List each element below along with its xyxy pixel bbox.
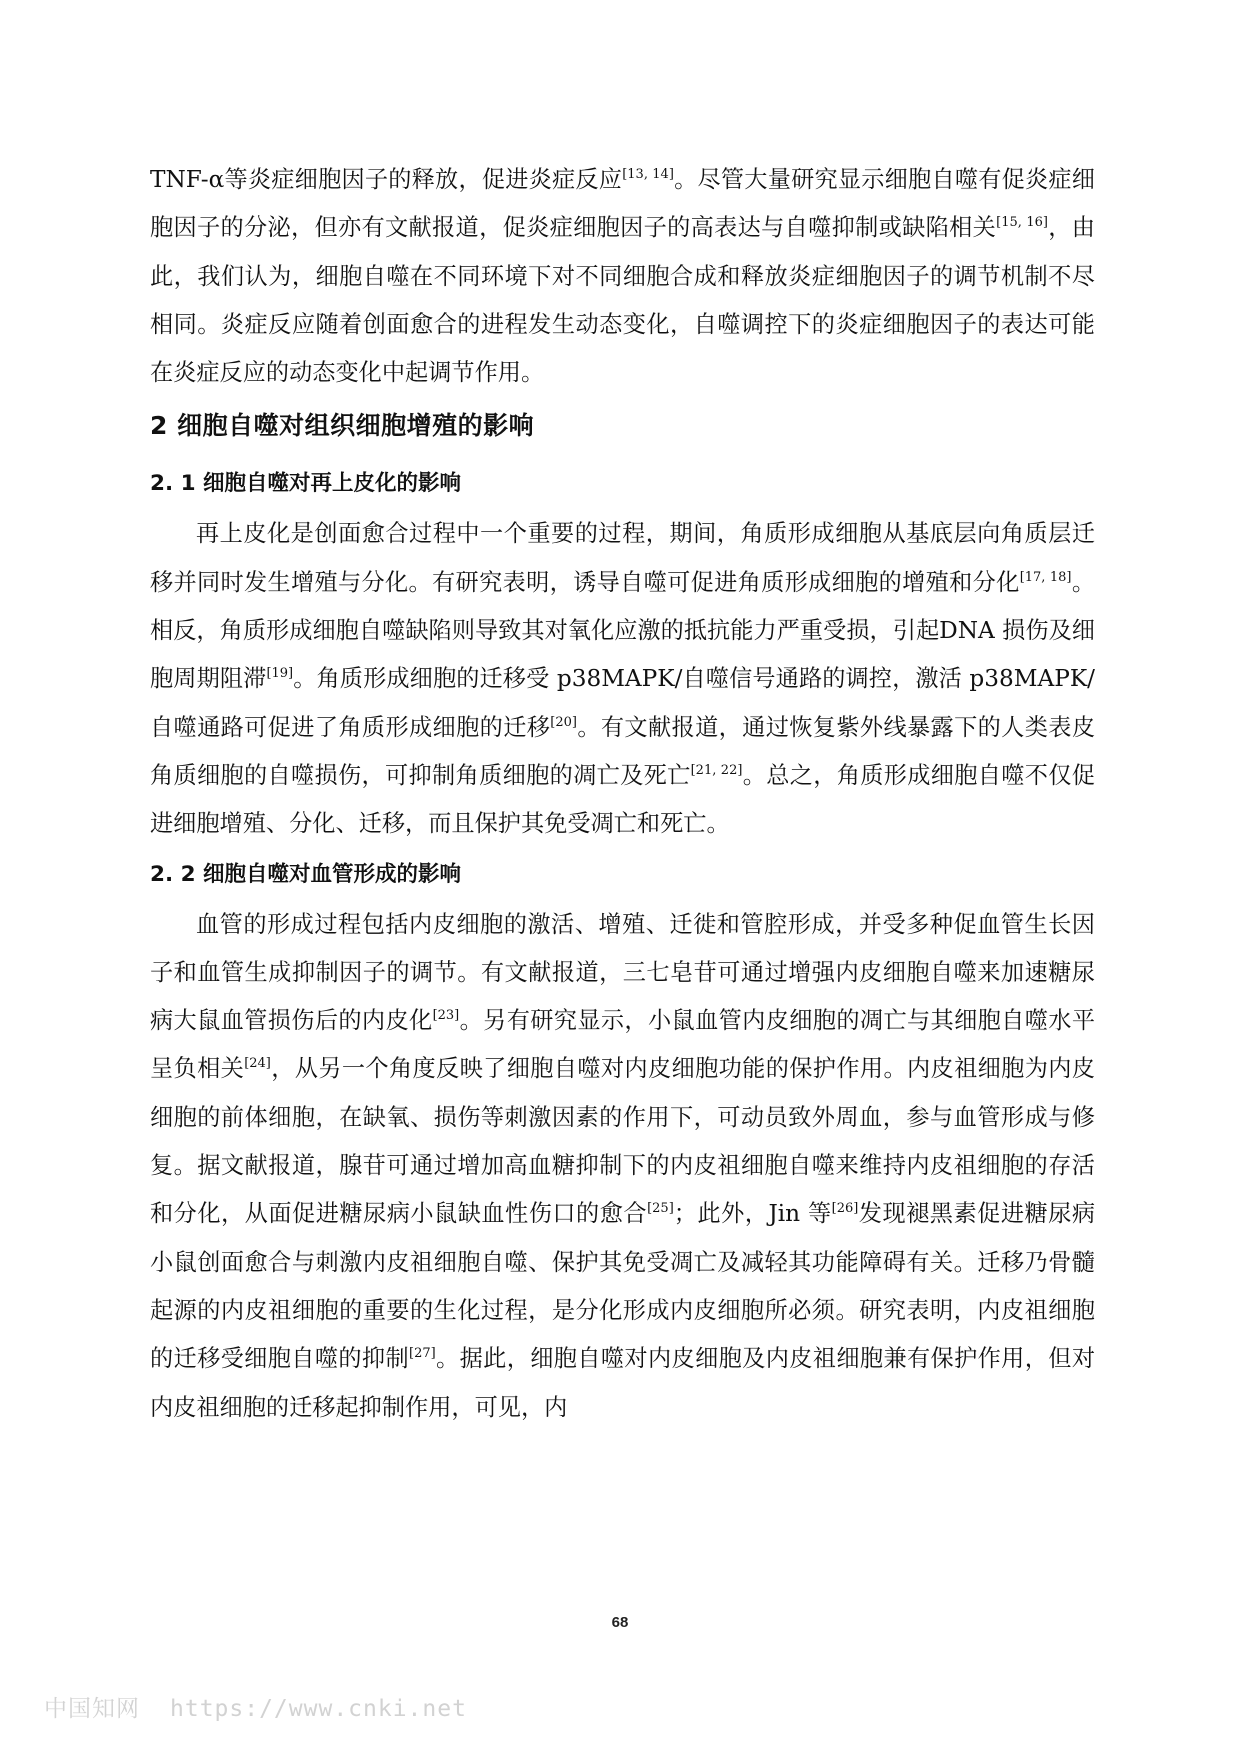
watermark-site-name: 中国知网 bbox=[44, 1696, 140, 1722]
citation: [21, 22] bbox=[690, 762, 743, 778]
paragraph-text: 。据此，细胞自噬对内皮细胞及内皮祖细胞兼有保护作用，但对内皮祖细胞的迁移起抑制作用，可见，内 bbox=[150, 1345, 1096, 1421]
paragraph-angiogenesis bbox=[150, 901, 1095, 1432]
citation: [19] bbox=[266, 666, 294, 682]
watermark-url: https://www.cnki.net bbox=[170, 1696, 467, 1722]
paragraph-text: TNF-α等炎症细胞因子的释放，促进炎症反应 bbox=[150, 166, 623, 193]
paragraph-text: 。另有研究显示，小鼠血管内皮细胞的凋亡与其细胞自噬水平呈负相关 bbox=[150, 1007, 1096, 1083]
cnki-watermark bbox=[44, 1690, 467, 1723]
paragraph-text: 。总之，角质形成细胞自噬不仅促进细胞增殖、分化、迁移，而且保护其免受凋亡和死亡。 bbox=[150, 761, 1095, 838]
paragraph-text: 。尽管大量研究显示细胞自噬有促炎症细胞因子的分泌，但亦有文献报道，促炎症细胞因子的高表达与自噬抑制或缺陷相关 bbox=[150, 166, 1095, 242]
subsection-heading-angiogenesis: 2. 2 细胞自噬对血管形成的影响 bbox=[150, 861, 462, 887]
citation: [20] bbox=[550, 714, 577, 730]
paragraph-text: 血管的形成过程包括内皮细胞的激活、增殖、迁徙和管腔形成，并受多种促血管生长因子和血管生成抑制因子的调节。有文献报道，三七皂苷可通过增强内皮细胞自噬来加速糖尿病大鼠血管损伤后的内皮化 bbox=[150, 910, 1095, 1035]
paragraph-text: ，由此，我们认为，细胞自噬在不同环境下对不同细胞合成和释放炎症细胞因子的调节机制不尽相同。炎症反应随着创面愈合的进程发生动态变化，自噬调控下的炎症细胞因子的表达可能在炎症反应的动态变化中起调节作用。 bbox=[150, 214, 1095, 387]
citation: [13, 14] bbox=[622, 167, 674, 182]
paragraph-reepithelialization bbox=[150, 510, 1095, 848]
paragraph-text: 。有文献报道，通过恢复紫外线暴露下的人类表皮角质细胞的自噬损伤，可抑制角质细胞的凋亡及死亡 bbox=[150, 713, 1096, 789]
subsection-heading-reepithelialization: 2. 1 细胞自噬对再上皮化的影响 bbox=[150, 471, 462, 497]
paragraph-text: 。相反，角质形成细胞自噬缺陷则导致其对氧化应激的抵抗能力严重受损，引起DNA 损伤及细胞周期阻滞 bbox=[150, 568, 1096, 693]
citation: [24] bbox=[244, 1056, 271, 1072]
citation: [17, 18] bbox=[1019, 569, 1072, 585]
citation: [27] bbox=[409, 1346, 436, 1362]
paragraph-text: ；此外，Jin 等 bbox=[673, 1200, 832, 1228]
paragraph-inflammation bbox=[150, 156, 1095, 397]
citation: [15, 16] bbox=[996, 215, 1048, 231]
page-number: 68 bbox=[611, 1614, 629, 1631]
paragraph-text: ，从另一个角度反映了细胞自噬对内皮细胞功能的保护作用。内皮祖细胞为内皮细胞的前体细胞，在缺氧、损伤等刺激因素的作用下，可动员致外周血，参与血管形成与修复。据文献报道，腺苷可通过增加高血糖抑制下的内皮祖细胞自噬来维持内皮祖细胞的存活和分化，从面促进糖尿病小鼠缺血性伤口的愈合 bbox=[150, 1055, 1095, 1228]
citation: [23] bbox=[432, 1008, 460, 1024]
paragraph-text: 。角质形成细胞的迁移受 p38MAPK/自噬信号通路的调控，激活 p38MAPK/自噬通路可促进了角质形成细胞的迁移 bbox=[150, 665, 1095, 741]
paragraph-text: 再上皮化是创面愈合过程中一个重要的过程，期间，角质形成细胞从基底层向角质层迁移并同时发生增殖与分化。有研究表明，诱导自噬可促进角质形成细胞的增殖和分化 bbox=[150, 520, 1095, 596]
paragraph-text: 发现褪黑素促进糖尿病小鼠创面愈合与刺激内皮祖细胞自噬、保护其免受凋亡及减轻其功能障碍有关。迁移乃骨髓起源的内皮祖细胞的重要的生化过程，是分化形成内皮细胞所必须。研究表明，内皮祖细胞的迁移受细胞自噬的抑制 bbox=[150, 1200, 1096, 1373]
citation: [25] bbox=[647, 1201, 674, 1217]
section-heading: 2 细胞自噬对组织细胞增殖的影响 bbox=[150, 411, 535, 441]
citation: [26] bbox=[831, 1201, 859, 1217]
page-content bbox=[150, 156, 1095, 1432]
